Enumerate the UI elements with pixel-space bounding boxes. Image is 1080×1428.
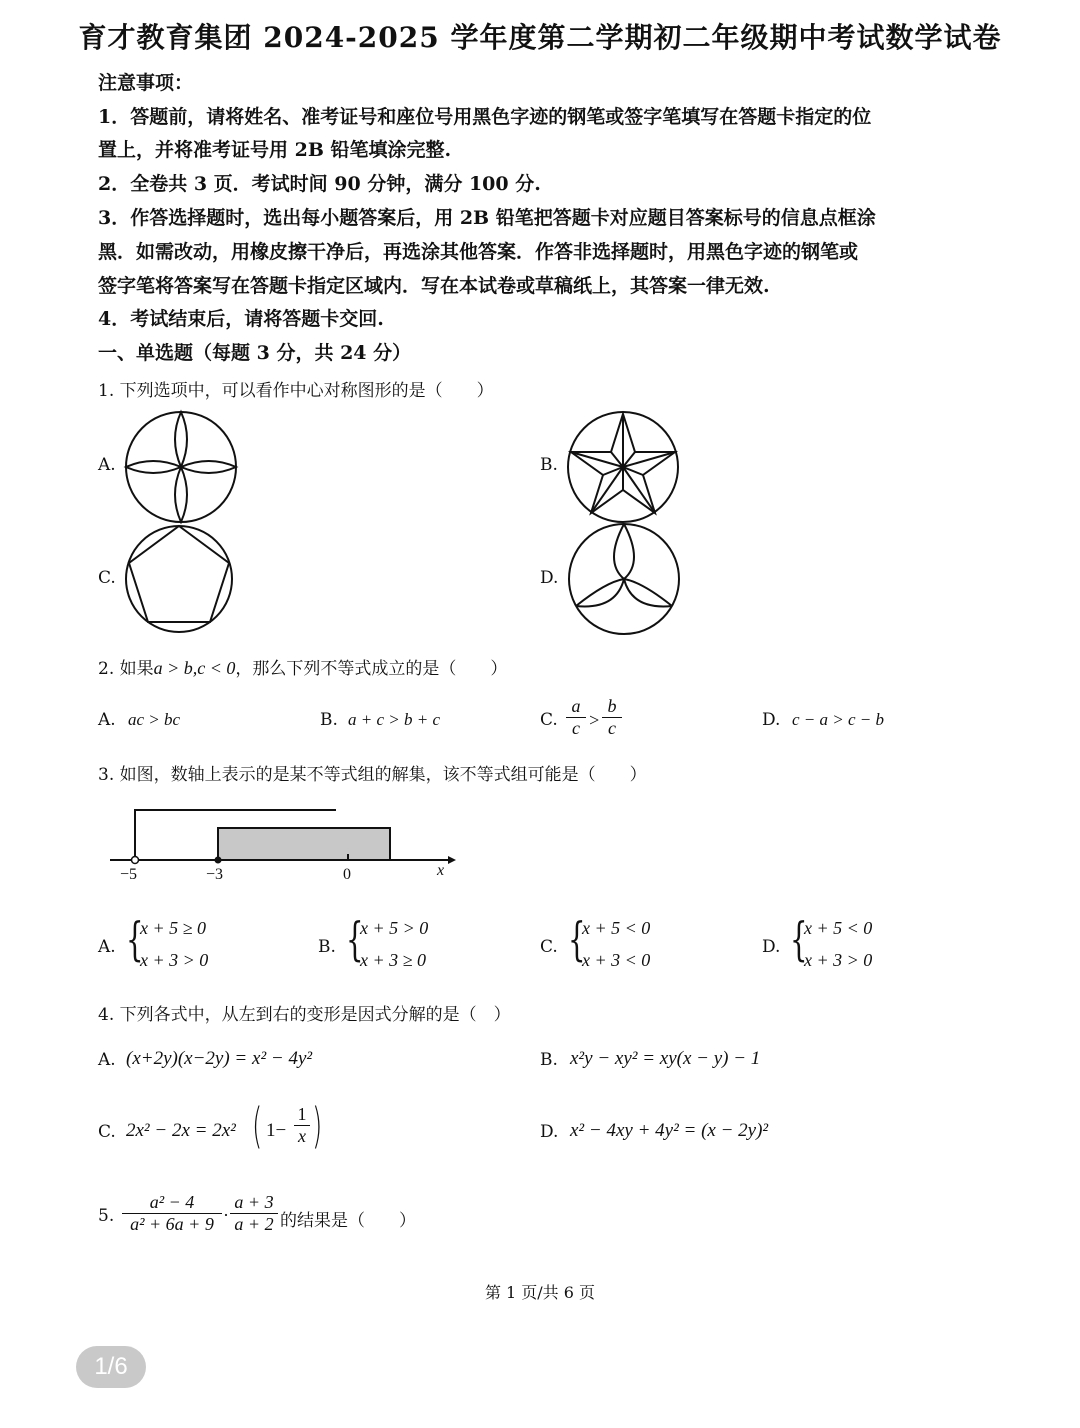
q4-option-c-frac xyxy=(294,1104,310,1147)
right-paren: ) xyxy=(312,1098,323,1154)
fraction-numerator: a xyxy=(566,696,586,718)
option-label: D. xyxy=(762,710,781,730)
inequality-line: x + 5 > 0 xyxy=(360,918,429,938)
option-label: A. xyxy=(98,455,116,475)
q2-option-a: ac > bc xyxy=(128,710,181,729)
notice-line: 黑．如需改动，用橡皮擦干净后，再选涂其他答案．作答非选择题时，用黑色字迹的钢笔或 xyxy=(98,241,859,263)
notice-line: 3．作答选择题时，选出每小题答案后，用 2B 铅笔把答题卡对应题目答案标号的信息点框涂 xyxy=(98,207,876,229)
q2-option-c-operator: > xyxy=(588,710,601,730)
option-label: B. xyxy=(540,1050,558,1070)
q4-option-c-one: 1− xyxy=(266,1120,287,1141)
fraction-numerator: a² − 4 xyxy=(122,1192,222,1214)
option-label: B. xyxy=(318,937,336,957)
question-2-stem: 2. 如果 xyxy=(98,659,154,679)
fraction-denominator: a + 2 xyxy=(234,1214,274,1234)
number-line-figure xyxy=(100,800,460,890)
option-label: A. xyxy=(98,710,116,730)
q4-option-a: (x+2y)(x−2y) = x² − 4y² xyxy=(126,1048,313,1069)
option-label: B. xyxy=(540,455,558,475)
figure-a-circle-petals xyxy=(124,410,238,524)
notice-line: 2．全卷共 3 页．考试时间 90 分钟，满分 100 分. xyxy=(98,173,541,195)
figure-b-star-in-circle xyxy=(566,410,680,524)
inequality-line: x + 3 ≥ 0 xyxy=(360,950,427,970)
figure-c-pentagon-in-circle xyxy=(124,524,234,634)
page-title: 育才教育集团 2024-2025 学年度第二学期初二年级期中考试数学试卷 xyxy=(78,21,1002,54)
question-1-stem: 1. 下列选项中，可以看作中心对称图形的是（ ） xyxy=(98,381,494,401)
page-footer: 第 1 页/共 6 页 xyxy=(484,1283,596,1302)
fraction-denominator: c xyxy=(608,718,616,738)
option-label: B. xyxy=(320,710,338,730)
page-indicator[interactable]: 1/6 xyxy=(76,1346,146,1388)
brace-glyph: { xyxy=(790,912,808,966)
option-label: A. xyxy=(98,1050,116,1070)
q2-option-c-frac-1 xyxy=(566,696,586,739)
question-3-stem: 3. 如图，数轴上表示的是某不等式组的解集，该不等式组可能是（ ） xyxy=(98,765,647,785)
notice-line: 4．考试结束后，请将答题卡交回. xyxy=(98,308,384,330)
brace-glyph: { xyxy=(568,912,586,966)
option-label: D. xyxy=(762,937,781,957)
option-label: D. xyxy=(540,568,559,588)
tick-label: −3 xyxy=(206,866,224,883)
brace-glyph: { xyxy=(346,912,364,966)
fraction-numerator: b xyxy=(602,696,622,718)
section-heading: 一、单选题（每题 3 分，共 24 分） xyxy=(98,342,412,364)
inequality-line: x + 5 < 0 xyxy=(804,918,873,938)
question-4-stem: 4. 下列各式中，从左到右的变形是因式分解的是（ ） xyxy=(98,1005,511,1025)
option-label: C. xyxy=(98,1122,116,1142)
question-5-tail: 的结果是（ ） xyxy=(280,1211,416,1231)
figure-d-three-arcs-in-circle xyxy=(566,522,682,636)
q2-option-b: a + c > b + c xyxy=(348,710,441,729)
q2-option-c-frac-2 xyxy=(602,696,622,739)
option-label: A. xyxy=(98,937,116,957)
fraction-denominator: a² + 6a + 9 xyxy=(130,1214,214,1234)
question-5-number: 5. xyxy=(98,1206,115,1226)
inequality-line: x + 5 < 0 xyxy=(582,918,651,938)
question-2-condition: a > b,c < 0 xyxy=(153,658,236,678)
option-label: C. xyxy=(98,568,116,588)
q4-option-b: x²y − xy² = xy(x − y) − 1 xyxy=(570,1048,761,1069)
q5-fraction-2 xyxy=(230,1192,278,1235)
q5-fraction-1 xyxy=(122,1192,222,1235)
option-label: C. xyxy=(540,937,558,957)
notice-heading: 注意事项： xyxy=(98,72,194,94)
inequality-line: x + 5 ≥ 0 xyxy=(140,918,207,938)
inequality-line: x + 3 > 0 xyxy=(804,950,873,970)
notice-line: 签字笔将答案写在答题卡指定区域内．写在本试卷或草稿纸上，其答案一律无效. xyxy=(98,275,770,297)
fraction-denominator: c xyxy=(572,718,580,738)
tick-label: 0 xyxy=(343,866,351,883)
question-2-stem-tail: ，那么下列不等式成立的是（ ） xyxy=(235,659,508,679)
brace-glyph: { xyxy=(126,912,144,966)
option-label: C. xyxy=(540,710,558,730)
fraction-numerator: a + 3 xyxy=(230,1192,278,1214)
inequality-line: x + 3 < 0 xyxy=(582,950,651,970)
axis-label: x xyxy=(437,862,445,879)
multiply-dot: · xyxy=(223,1205,229,1225)
notice-line: 置上，并将准考证号用 2B 铅笔填涂完整. xyxy=(98,139,452,161)
tick-label: −5 xyxy=(120,866,138,883)
inequality-line: x + 3 > 0 xyxy=(140,950,209,970)
option-label: D. xyxy=(540,1122,559,1142)
fraction-numerator: 1 xyxy=(294,1104,310,1126)
q2-option-d: c − a > c − b xyxy=(792,710,885,729)
notice-line: 1．答题前，请将姓名、准考证号和座位号用黑色字迹的钢笔或签字笔填写在答题卡指定的位 xyxy=(98,106,872,128)
fraction-denominator: x xyxy=(298,1126,306,1146)
left-paren: ( xyxy=(252,1098,263,1154)
q4-option-d: x² − 4xy + 4y² = (x − 2y)² xyxy=(570,1120,769,1141)
q4-option-c-left: 2x² − 2x = 2x² xyxy=(126,1120,236,1141)
